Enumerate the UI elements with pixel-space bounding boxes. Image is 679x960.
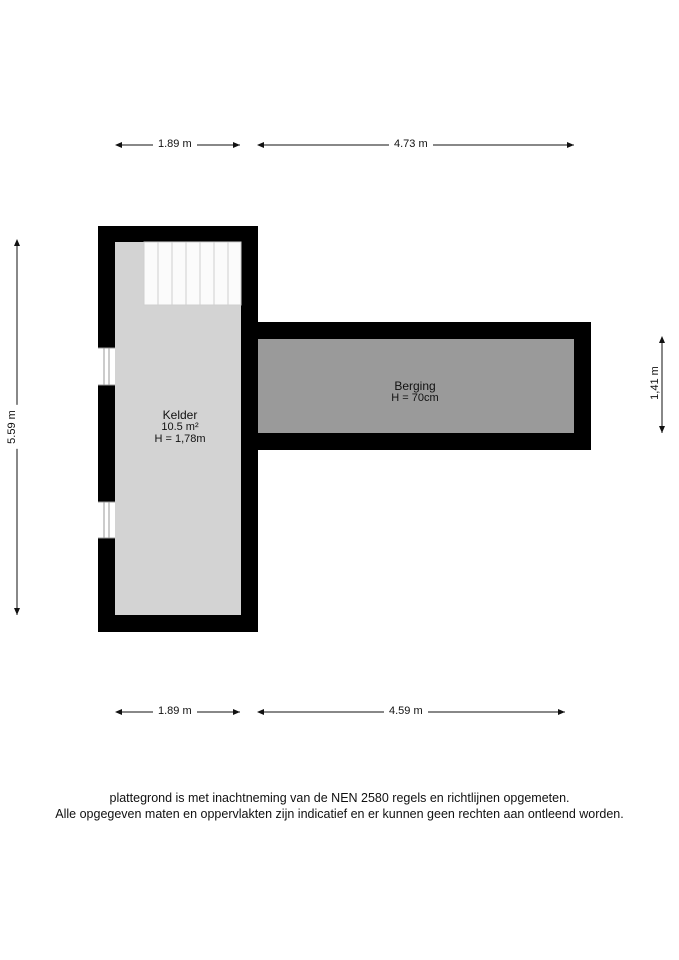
window-upper bbox=[98, 348, 115, 385]
kelder-name: Kelder bbox=[162, 408, 198, 422]
disclaimer-line-1: plattegrond is met inachtneming van de NEN 2580 regels en richtlijnen opgemeten. bbox=[109, 791, 570, 805]
staircase bbox=[144, 242, 241, 305]
berging-name: Berging bbox=[394, 379, 436, 393]
dimension-top-right: 4.73 m bbox=[389, 138, 433, 150]
disclaimer bbox=[0, 790, 679, 822]
kelder-area: 10.5 m² bbox=[161, 421, 199, 433]
berging-height: H = 70cm bbox=[391, 392, 439, 404]
dimension-bottom-left: 1.89 m bbox=[153, 705, 197, 717]
dimension-bottom-right: 4.59 m bbox=[384, 705, 428, 717]
kelder-height: H = 1,78m bbox=[154, 433, 206, 445]
disclaimer-line-2: Alle opgegeven maten en oppervlakten zijn indicatief en er kunnen geen rechten aan ontleend worden. bbox=[55, 807, 624, 821]
dimension-top-left: 1.89 m bbox=[153, 138, 197, 150]
dimension-right-vertical: 1,41 m bbox=[649, 361, 661, 405]
window-lower bbox=[98, 502, 115, 538]
berging-label bbox=[365, 380, 465, 404]
dimension-left-vertical: 5.59 m bbox=[6, 405, 18, 449]
kelder-label bbox=[130, 409, 230, 445]
